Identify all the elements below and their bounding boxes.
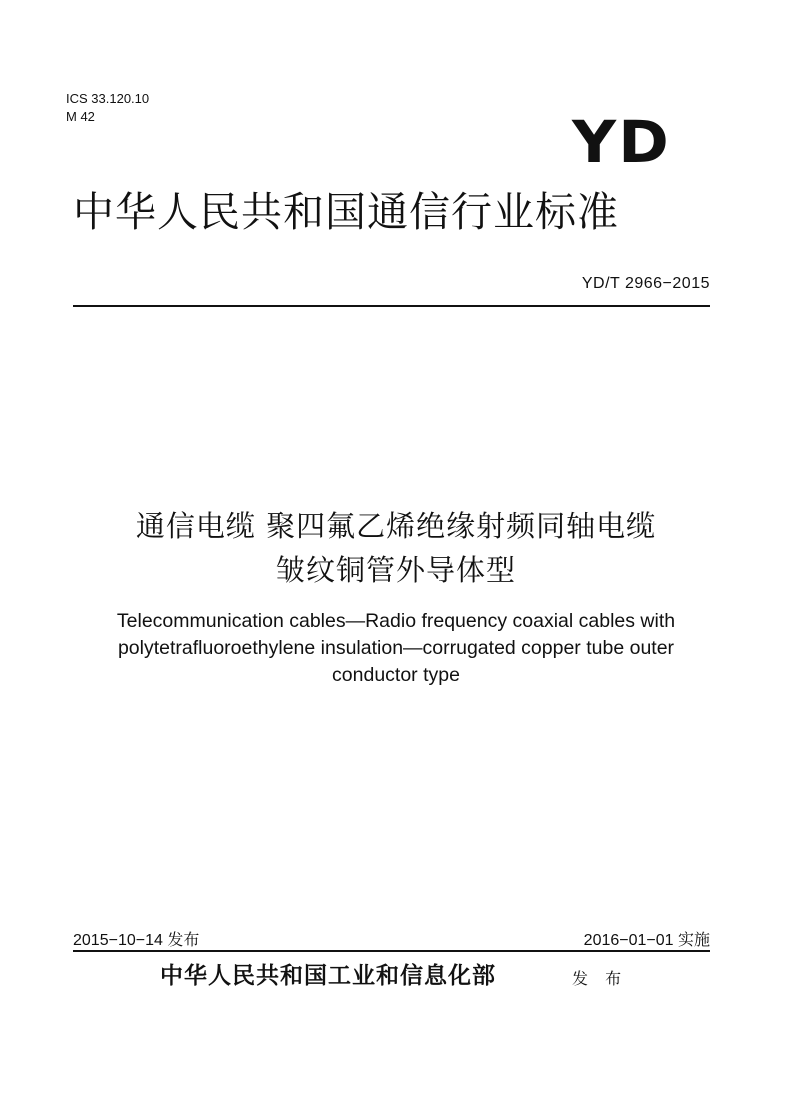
- english-title-line-3: conductor type: [332, 664, 460, 686]
- ics-classification: [66, 90, 149, 126]
- yd-logo: YD: [572, 108, 671, 176]
- implementation-date: 2016−01−01 实施: [583, 932, 710, 949]
- publish-label: 发 布: [572, 969, 628, 988]
- english-title: [70, 608, 722, 689]
- english-title-line-1: Telecommunication cables—Radio frequency coaxial cables with: [116, 610, 676, 632]
- ics-code: ICS 33.120.10: [66, 91, 150, 106]
- standard-number: YD/T 2966−2015: [581, 275, 710, 292]
- english-title-line-2: polytetrafluoroethylene insulation—corrugated copper tube outer: [117, 637, 675, 659]
- publisher-name: 中华人民共和国工业和信息化部: [160, 962, 496, 989]
- top-divider: [73, 305, 710, 307]
- bottom-divider: [73, 950, 710, 952]
- standard-category-title: 中华人民共和国通信行业标准: [73, 188, 619, 236]
- chinese-title-line-1: 通信电缆 聚四氟乙烯绝缘射频同轴电缆: [135, 509, 657, 543]
- category-code: M 42: [66, 109, 95, 124]
- chinese-title-line-2: 皱纹铜管外导体型: [275, 553, 516, 587]
- issue-date: 2015−10−14 发布: [73, 932, 200, 949]
